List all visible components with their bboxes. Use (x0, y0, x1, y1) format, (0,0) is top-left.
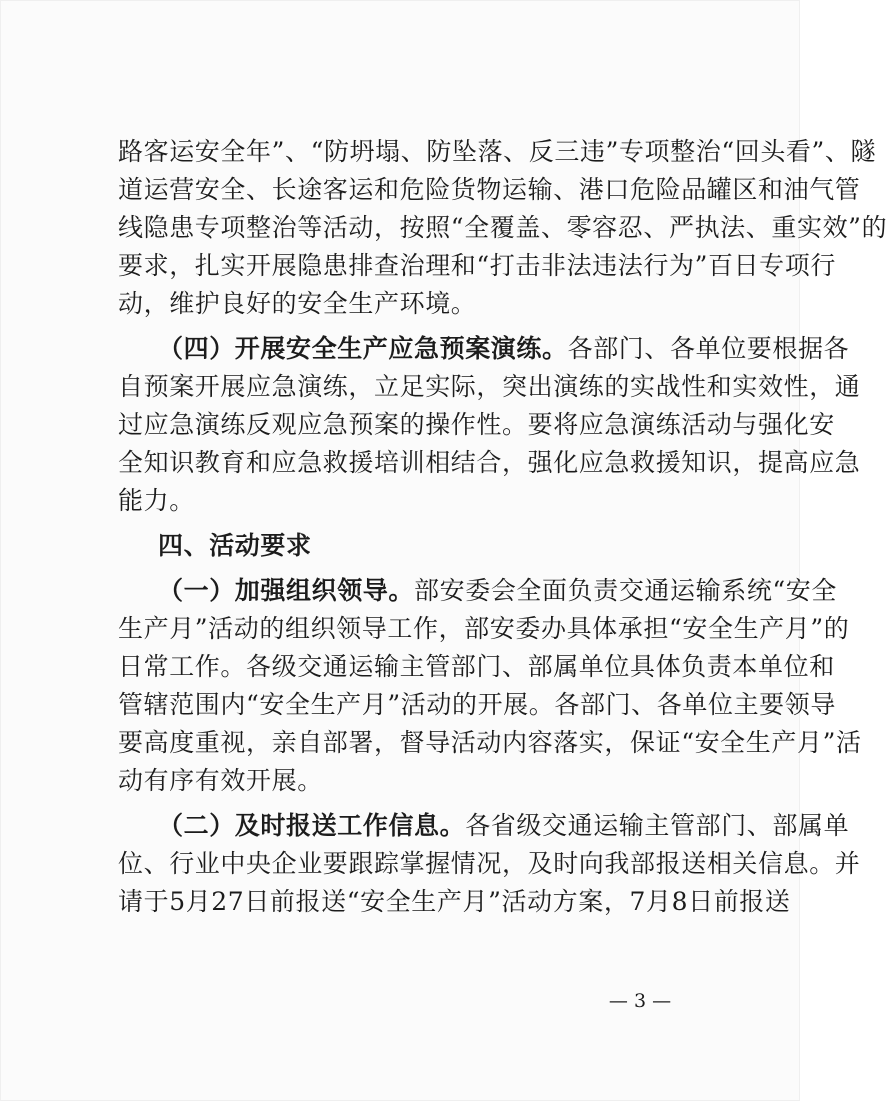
section-heading: 四、活动要求 (158, 531, 312, 560)
page-number: — 3 — (608, 990, 672, 1012)
document-body (118, 133, 887, 921)
text-line: 位、行业中央企业要跟踪掌握情况，及时向我部报送相关信息。并 (118, 849, 861, 878)
text-line: 管辖范围内“安全生产月”活动的开展。各部门、各单位主要领导 (118, 690, 836, 719)
paragraph-first-line (118, 330, 850, 368)
text-line: 要高度重视，亲自部署，督导活动内容落实，保证“安全生产月”活 (118, 728, 862, 757)
paragraph-lead-title: （二）及时报送工作信息。 (158, 811, 466, 840)
paragraph-emergency-drill (118, 330, 861, 520)
paragraph-lead-title: （一）加强组织领导。 (158, 576, 415, 605)
text-line: 动，维护良好的安全生产环境。 (118, 289, 477, 318)
paragraph-first-line (118, 572, 837, 610)
paragraph-first-text: 各部门、各单位要根据各 (567, 334, 850, 363)
paragraph-organization-leadership (118, 572, 862, 800)
text-line: 日常工作。各级交通运输主管部门、部属单位具体负责本单位和 (118, 652, 835, 681)
paragraph-continuation (118, 133, 887, 323)
text-line: 请于5月27日前报送“安全生产月”活动方案，7月8日前报送 (118, 887, 791, 916)
text-line: 要求，扎实开展隐患排查治理和“打击非法违法行为”百日专项行 (118, 251, 836, 280)
paragraph-report-information (118, 807, 861, 921)
text-line: 路客运安全年”、“防坍塌、防坠落、反三违”专项整治“回头看”、隧 (118, 137, 877, 166)
text-line: 全知识教育和应急救援培训相结合，强化应急救援知识，提高应急 (118, 448, 861, 477)
text-line: 线隐患专项整治等活动，按照“全覆盖、零容忍、严执法、重实效”的 (118, 213, 887, 242)
paragraph-first-text: 各省级交通运输主管部门、部属单 (465, 811, 850, 840)
text-line: 道运营安全、长途客运和危险货物运输、港口危险品罐区和油气管 (118, 175, 861, 204)
text-line: 能力。 (118, 486, 195, 515)
paragraph-first-line (118, 807, 850, 845)
text-line: 过应急演练反观应急预案的操作性。要将应急演练活动与强化安 (118, 410, 835, 439)
paragraph-lead-title: （四）开展安全生产应急预案演练。 (158, 334, 568, 363)
text-line: 动有序有效开展。 (118, 766, 323, 795)
paragraph-first-text: 部安委会全面负责交通运输系统“安全 (414, 576, 837, 605)
text-line: 自预案开展应急演练，立足实际，突出演练的实战性和实效性，通 (118, 372, 861, 401)
text-line: 生产月”活动的组织领导工作，部安委办具体承担“安全生产月”的 (118, 614, 850, 643)
